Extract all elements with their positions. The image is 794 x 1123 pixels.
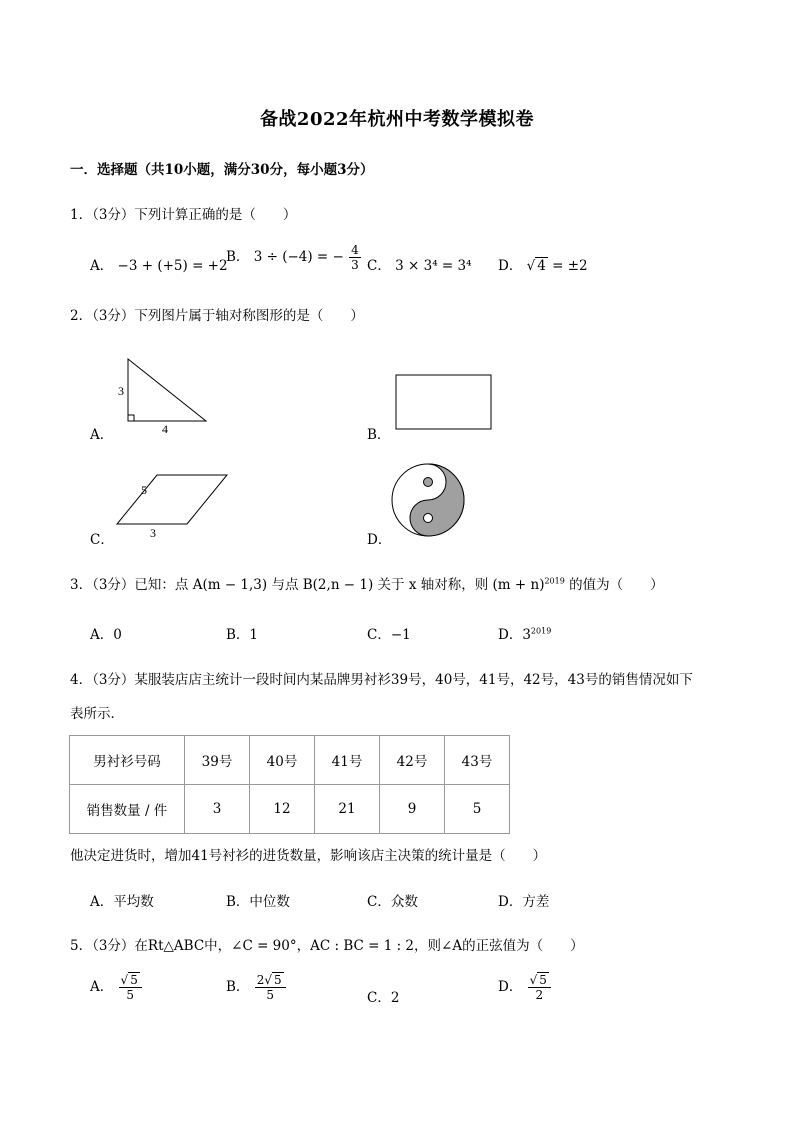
question-4-stem-line1: 4．（3分）某服装店店主统计一段时间内某品牌男衬衫39号，40号，41号，42号，43号的销售情况如下: [70, 672, 693, 688]
table-cell: 39号: [185, 736, 250, 785]
q2-option-b[interactable]: B．: [367, 427, 391, 443]
q4-option-c[interactable]: C．众数: [367, 894, 418, 910]
fraction-numerator: √ 5: [119, 974, 142, 988]
question-4-stem-line2: 表所示．: [70, 706, 124, 722]
q4-option-a[interactable]: A．平均数: [90, 894, 154, 910]
fraction-denominator: 3: [351, 258, 359, 272]
exponent: 2019: [544, 576, 565, 586]
table-cell: 9: [380, 785, 445, 834]
q5-option-c[interactable]: C．2: [367, 990, 400, 1006]
option-label: C．: [367, 258, 391, 274]
q2-option-c[interactable]: C．: [90, 532, 114, 548]
q5-option-b[interactable]: [226, 974, 287, 1001]
option-label: D．: [498, 979, 523, 995]
option-expr: D．3: [498, 627, 531, 643]
question-3-stem: [70, 573, 664, 593]
table-cell: 12: [250, 785, 315, 834]
question-3-text-end: 的值为（ ）: [564, 577, 664, 593]
q3-option-a[interactable]: A．0: [90, 627, 122, 643]
q1-option-a[interactable]: [90, 254, 228, 274]
q1-option-c[interactable]: [367, 254, 472, 274]
q2-option-a[interactable]: A．: [90, 427, 114, 443]
table-cell: 3: [185, 785, 250, 834]
table-cell: 40号: [250, 736, 315, 785]
table-cell: 男衬衫号码: [70, 736, 185, 785]
fraction: [119, 974, 142, 1001]
table-cell: 21: [315, 785, 380, 834]
fraction-denominator: 2: [535, 988, 544, 1002]
parallelogram-figure: [115, 470, 235, 542]
fraction-denominator: 5: [126, 988, 135, 1002]
question-5-stem: 5．（3分）在Rt△ABC中，∠C = 90°，AC : BC = 1 : 2，则∠A的正弦值为（ ）: [70, 938, 584, 954]
table-cell: 5: [445, 785, 510, 834]
radicand: 5: [539, 973, 547, 987]
fraction: [528, 974, 551, 1001]
exponent: 2019: [530, 626, 552, 636]
option-expr: 3 × 3⁴ = 3⁴: [395, 258, 472, 274]
q5-option-d[interactable]: [498, 974, 552, 1001]
sqrt-sign: √: [526, 258, 536, 274]
parallelogram-side-label: 5: [141, 483, 147, 497]
option-expr: 3 ÷ (−4) = −: [253, 249, 344, 265]
yin-yang-dot-bottom: [424, 514, 433, 523]
q3-option-b[interactable]: B．1: [226, 627, 259, 643]
page-title: 备战2022年杭州中考数学模拟卷: [259, 109, 535, 130]
option-expr: −3 + (+5) = +2: [117, 258, 228, 274]
option-label: D．: [498, 258, 523, 274]
triangle-base-label: 4: [162, 422, 168, 436]
table-cell: 43号: [445, 736, 510, 785]
section-heading: 一．选择题（共10小题，满分30分，每小题3分）: [70, 162, 374, 178]
option-expr: = ±2: [547, 258, 588, 274]
option-label: B．: [226, 249, 250, 265]
right-triangle-figure: [110, 355, 220, 435]
radicand: 5: [274, 973, 282, 987]
fraction: [255, 974, 286, 1001]
question-1-stem: 1．（3分）下列计算正确的是（ ）: [70, 207, 297, 223]
rectangle-figure: [395, 374, 495, 432]
question-4-followup: 他决定进货时，增加41号衬衫的进货数量，影响该店主决策的统计量是（ ）: [70, 848, 547, 864]
rectangle-shape: [396, 375, 491, 429]
q3-option-d[interactable]: [498, 623, 551, 643]
table-row: [70, 736, 510, 785]
triangle-shape: [128, 359, 206, 421]
question-2-stem: 2．（3分）下列图片属于轴对称图形的是（ ）: [70, 308, 364, 324]
table-cell: 41号: [315, 736, 380, 785]
q1-option-b[interactable]: [226, 244, 362, 271]
triangle-side-label: 3: [118, 384, 124, 398]
right-angle-mark: [128, 415, 134, 421]
option-label: B．: [226, 979, 250, 995]
question-3-text: 3．（3分）已知：点 A(m − 1,3) 与点 B(2,n − 1) 关于 x 轴对称，则 (m + n): [70, 577, 545, 593]
q4-option-b[interactable]: B．中位数: [226, 894, 290, 910]
yin-yang-figure: [390, 462, 466, 538]
radicand: 4: [537, 258, 546, 274]
q1-option-d[interactable]: [498, 254, 588, 274]
q5-option-a[interactable]: [90, 974, 143, 1001]
coefficient: 2: [256, 973, 265, 987]
q2-option-d[interactable]: D．: [367, 532, 392, 548]
fraction: [349, 244, 361, 271]
table-row: [70, 785, 510, 834]
option-label: A．: [90, 979, 114, 995]
fraction-denominator: 5: [266, 988, 274, 1002]
radicand: 5: [130, 973, 138, 987]
fraction-numerator: 4: [351, 243, 359, 257]
q4-option-d[interactable]: D．方差: [498, 894, 550, 910]
table-cell: 销售数量 / 件: [70, 785, 185, 834]
table-cell: 42号: [380, 736, 445, 785]
fraction-numerator: 2√ 5: [255, 974, 286, 988]
parallelogram-shape: [117, 475, 227, 524]
fraction-numerator: √ 5: [528, 974, 551, 988]
parallelogram-base-label: 3: [150, 526, 156, 540]
q3-option-c[interactable]: C．−1: [367, 627, 411, 643]
yin-yang-dot-top: [424, 478, 433, 487]
option-label: A．: [90, 258, 114, 274]
sales-table: [69, 735, 510, 834]
